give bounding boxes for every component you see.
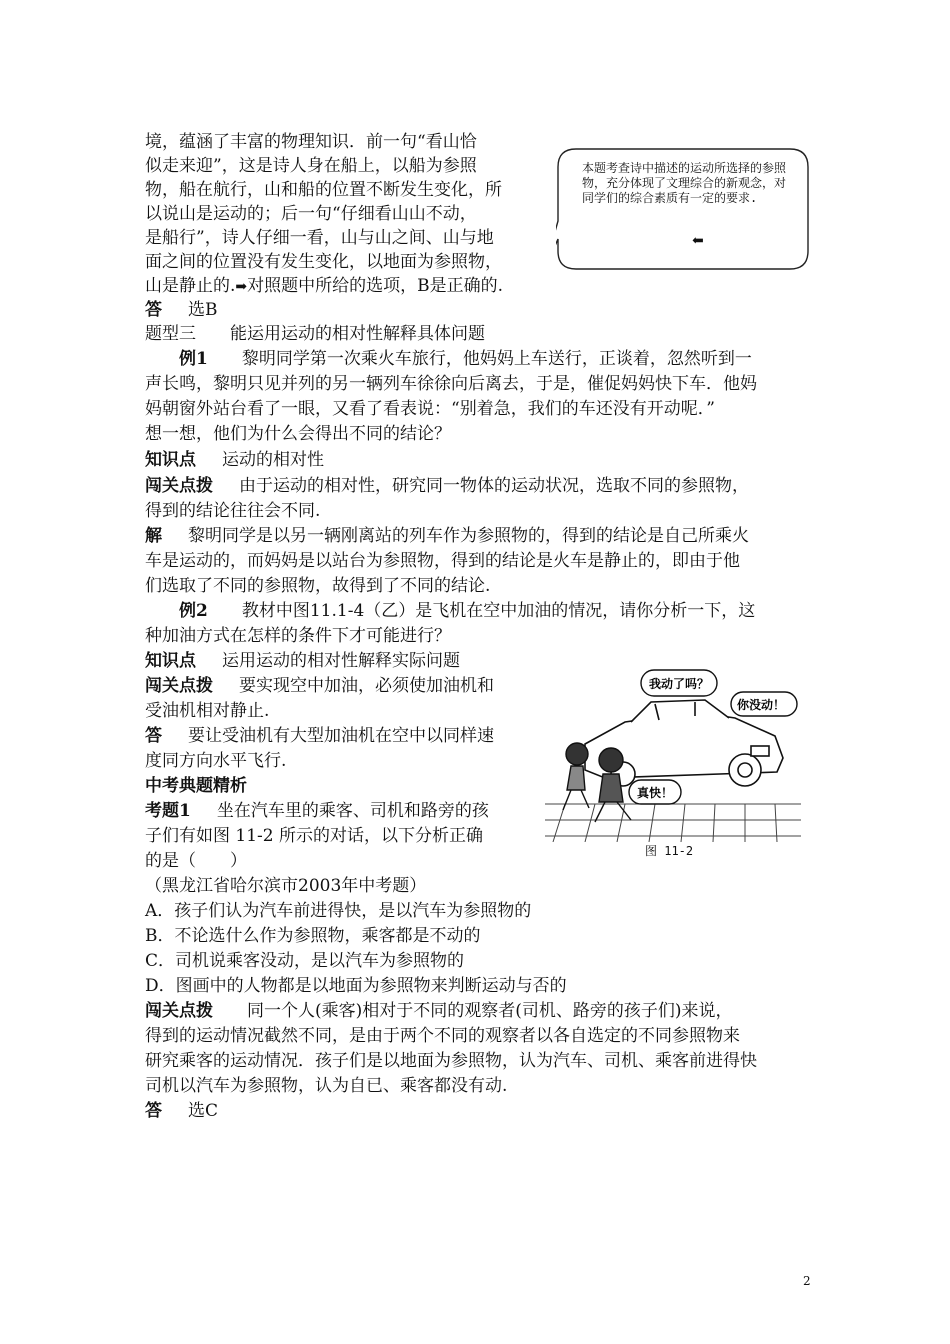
cartoon-illustration: [545, 662, 801, 842]
solution-label: 解: [145, 526, 162, 546]
text-fragment: 对照题中所给的选项，B是正确的.: [247, 276, 504, 296]
text-line: 受油机相对静止.: [145, 701, 270, 721]
tip-line: [145, 999, 733, 1023]
text-fragment: 教材中图11.1-4（乙）是飞机在空中加油的情况，请你分析一下，这: [241, 601, 756, 621]
text-line: 种加油方式在怎样的条件下才可能进行？: [145, 626, 451, 646]
tip-line: [145, 674, 494, 698]
text-line: 们选取了不同的参照物，故得到了不同的结论.: [145, 576, 491, 596]
tip-label: 闯关点拨: [145, 1001, 213, 1021]
answer-label: 答: [145, 726, 162, 746]
solution-text: 黎明同学是以另一辆刚离站的列车作为参照物的，得到的结论是自己所乘火: [188, 526, 749, 546]
page-number: 2: [803, 1274, 811, 1288]
question-label: 考题1: [145, 801, 191, 821]
arrow-left-icon: ⬅: [692, 233, 704, 249]
text-line: 声长鸣，黎明只见并列的另一辆列车徐徐向后离去，于是，催促妈妈快下车．他妈: [145, 374, 757, 394]
example-label: 例1: [179, 349, 208, 369]
solution-line: [145, 524, 749, 548]
tip-text: 要实现空中加油，必须使加油机和: [239, 676, 494, 696]
tip-text: 由于运动的相对性，研究同一物体的运动状况，选取不同的参照物，: [239, 476, 749, 496]
text-line: 妈朝窗外站台看了一眼，又看了看表说：“别着急，我们的车还没有开动呢．”: [145, 399, 715, 419]
answer-text: 选C: [188, 1101, 219, 1121]
answer-text: 要让受油机有大型加油机在空中以同样速: [188, 726, 494, 746]
tip-line: [145, 474, 749, 498]
section-heading: 中考典题精析: [145, 776, 247, 796]
speech-bubble-text: 你没动！: [737, 698, 786, 712]
text-line: 得到的结论往往会不同.: [145, 501, 321, 521]
question-text: 坐在汽车里的乘客、司机和路旁的孩: [216, 801, 489, 821]
answer-line: [145, 1099, 218, 1123]
answer-label: 答: [145, 300, 162, 320]
tip-label: 闯关点拨: [145, 676, 213, 696]
text-line: 司机以汽车为参照物，认为自已、乘客都没有动.: [145, 1076, 508, 1096]
cartoon-figure: [545, 662, 801, 842]
callout-text: 本题考查诗中描述的运动所选择的参照物，充分体现了文理综合的新观念，对同学们的综合素质有一定的要求.: [582, 161, 787, 205]
example-line: [179, 347, 752, 371]
text-fragment: 山是静止的.: [145, 276, 236, 296]
section-title: 能运用运动的相对性解释具体问题: [230, 324, 485, 344]
arrow-right-icon: ➡: [235, 279, 248, 295]
text-line: [145, 274, 503, 299]
tip-label: 闯关点拨: [145, 476, 213, 496]
text-line: 研究乘客的运动情况．孩子们是以地面为参照物，认为汽车、司机、乘客前进得快: [145, 1051, 757, 1071]
figure-caption: 图 11-2: [645, 844, 694, 858]
answer-line: [145, 724, 494, 748]
knowledge-text: 运动的相对性: [222, 450, 324, 470]
text-line: 度同方向水平飞行.: [145, 751, 287, 771]
knowledge-label: 知识点: [145, 651, 196, 671]
knowledge-label: 知识点: [145, 450, 196, 470]
speech-bubble-text: 真快！: [637, 786, 674, 800]
question-line: [145, 799, 489, 823]
knowledge-line: [145, 649, 460, 673]
example-line: [179, 599, 755, 623]
text-line: 以说山是运动的；后一句“仔细看山山不动，: [145, 204, 477, 224]
text-line: 的是（ ）: [145, 851, 247, 871]
text-line: 似走来迎”，这是诗人身在船上，以船为参照: [145, 156, 477, 176]
text-line: 物，船在航行，山和船的位置不断发生变化，所: [145, 180, 502, 200]
answer-label: 答: [145, 1101, 162, 1121]
answer-line: [145, 298, 218, 322]
text-line: 得到的运动情况截然不同，是由于两个不同的观察者以各自选定的不同参照物来: [145, 1026, 740, 1046]
text-line: 是船行”，诗人仔细一看，山与山之间、山与地: [145, 228, 494, 248]
text-line: 车是运动的，而妈妈是以站台为参照物，得到的结论是火车是静止的，即由于他: [145, 551, 740, 571]
option-c: C．司机说乘客没动，是以汽车为参照物的: [145, 951, 465, 971]
text-line: 面之间的位置没有发生变化，以地面为参照物，: [145, 252, 502, 272]
text-line: 境，蕴涵了丰富的物理知识．前一句“看山恰: [145, 132, 477, 152]
text-line: 子们有如图 11-2 所示的对话，以下分析正确: [145, 826, 483, 846]
answer-text: 选B: [188, 300, 218, 320]
section-label: 题型三: [145, 324, 196, 344]
callout-note: [556, 147, 810, 271]
text-line: 想一想，他们为什么会得出不同的结论？: [145, 424, 451, 444]
knowledge-line: [145, 448, 324, 472]
section-heading: [145, 322, 485, 346]
option-a: A．孩子们认为汽车前进得快，是以汽车为参照物的: [145, 901, 532, 921]
text-fragment: 黎明同学第一次乘火车旅行，他妈妈上车送行，正谈着，忽然听到一: [241, 349, 752, 369]
tip-text: 同一个人(乘客)相对于不同的观察者(司机、路旁的孩子们)来说，: [247, 1001, 733, 1021]
option-d: D．图画中的人物都是以地面为参照物来判断运动与否的: [145, 976, 567, 996]
option-b: B．不论选什么作为参照物，乘客都是不动的: [145, 926, 481, 946]
example-label: 例2: [179, 601, 208, 621]
question-source: （黑龙江省哈尔滨市2003年中考题）: [145, 876, 427, 896]
knowledge-text: 运用运动的相对性解释实际问题: [222, 651, 460, 671]
speech-bubble-text: 我动了吗？: [649, 677, 710, 691]
